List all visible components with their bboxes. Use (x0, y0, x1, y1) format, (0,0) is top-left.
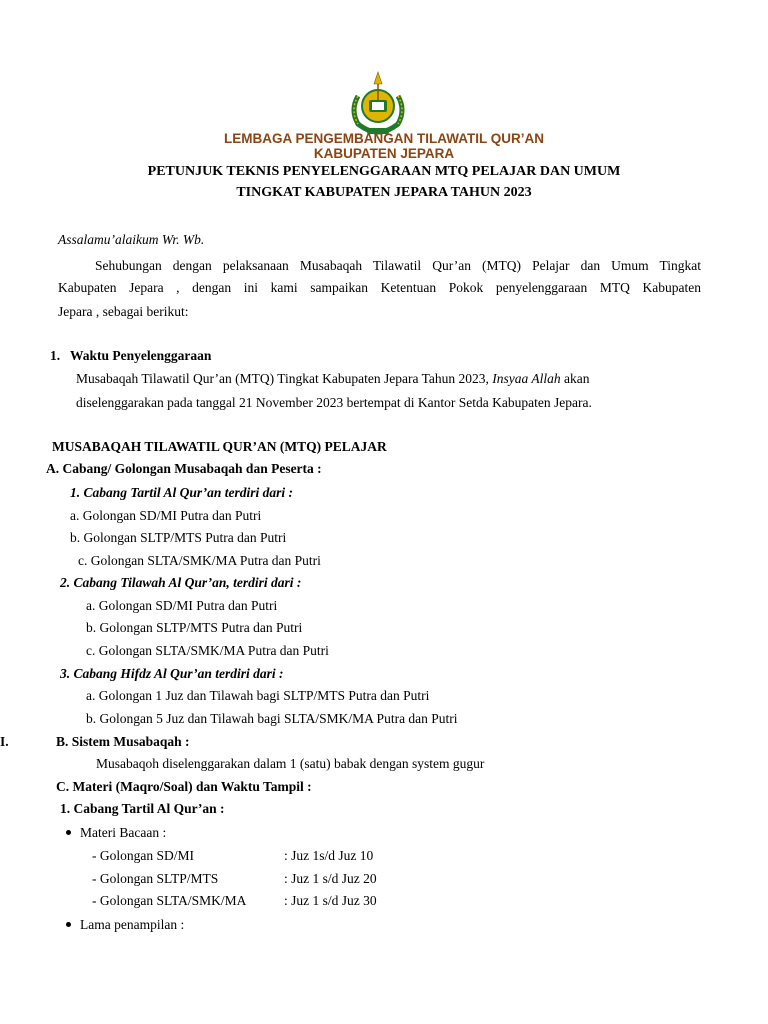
bullet-lama-penampilan (66, 917, 184, 933)
section1-text-line1-post: akan (564, 371, 590, 386)
list-item: c. Golongan SLTA/SMK/MA Putra dan Putri (78, 553, 321, 568)
bullet-icon (66, 922, 71, 927)
bullet-label: Lama penampilan : (80, 917, 185, 932)
tartil-materi-heading: 1. Cabang Tartil Al Qur’an : (60, 801, 225, 816)
intro-line3: Jepara , sebagai berikut: (58, 304, 189, 319)
materi-juz: : Juz 1s/d Juz 10 (284, 848, 374, 863)
kabupaten-jepara-emblem-icon (344, 66, 412, 136)
tilawah-heading: 2. Cabang Tilawah Al Qur’an, terdiri dari : (60, 575, 302, 590)
org-name-line2: KABUPATEN JEPARA (313, 146, 455, 161)
bullet-label: Materi Bacaan : (80, 825, 167, 840)
section1-text-line1-pre: Musabaqah Tilawatil Qur’an (MTQ) Tingkat Kabupaten Jepara Tahun 2023, (76, 371, 489, 386)
list-item: b. Golongan 5 Juz dan Tilawah bagi SLTA/SMK/MA Putra dan Putri (86, 711, 458, 726)
section-b-text: Musabaqoh diselenggarakan dalam 1 (satu) babak dengan system gugur (96, 756, 485, 771)
list-item: a. Golongan SD/MI Putra dan Putri (86, 598, 278, 613)
list-item: a. Golongan SD/MI Putra dan Putri (70, 508, 262, 523)
document-title-line2: TINGKAT KABUPATEN JEPARA TAHUN 2023 (236, 185, 532, 200)
list-item: c. Golongan SLTA/SMK/MA Putra dan Putri (86, 643, 329, 658)
org-name-line1: LEMBAGA PENGEMBANGAN TILAWATIL QUR’AN (224, 131, 544, 146)
section-b-margin-mark: I. (0, 734, 9, 749)
section1-heading: Waktu Penyelenggaraan (70, 348, 212, 363)
materi-juz: : Juz 1 s/d Juz 30 (284, 893, 377, 908)
materi-golongan: - Golongan SLTP/MTS (92, 871, 219, 886)
materi-juz: : Juz 1 s/d Juz 20 (284, 871, 377, 886)
section1-text-line2: diselenggarakan pada tanggal 21 November 2023 bertempat di Kantor Setda Kabupaten Jepara. (76, 395, 592, 410)
section-b-heading: B. Sistem Musabaqah : (56, 734, 190, 749)
greeting: Assalamu’alaikum Wr. Wb. (58, 232, 205, 247)
document-title-line1: PETUNJUK TEKNIS PENYELENGGARAAN MTQ PELAJAR DAN UMUM (147, 164, 621, 179)
bullet-icon (66, 830, 71, 835)
bullet-materi-bacaan (66, 825, 166, 841)
mtq-pelajar-heading: MUSABAQAH TILAWATIL QUR’AN (MTQ) PELAJAR (52, 439, 387, 454)
section1-number: 1. (50, 348, 61, 363)
section1-text-line1 (76, 371, 589, 387)
list-item: b. Golongan SLTP/MTS Putra dan Putri (86, 620, 303, 635)
list-item: a. Golongan 1 Juz dan Tilawah bagi SLTP/MTS Putra dan Putri (86, 688, 430, 703)
intro-line1: Sehubungan dengan pelaksanaan Musabaqah Tilawatil Qur’an (MTQ) Pelajar dan Umum Tingkat (95, 258, 701, 273)
hifdz-heading: 3. Cabang Hifdz Al Qur’an terdiri dari : (60, 666, 284, 681)
section-a-heading: A. Cabang/ Golongan Musabaqah dan Peserta : (46, 461, 322, 476)
materi-golongan: - Golongan SD/MI (92, 848, 194, 863)
materi-golongan: - Golongan SLTA/SMK/MA (92, 893, 247, 908)
list-item: b. Golongan SLTP/MTS Putra dan Putri (70, 530, 287, 545)
intro-line2: Kabupaten Jepara , dengan ini kami sampaikan Ketentuan Pokok penyelenggaraan MTQ Kabupaten (58, 280, 701, 295)
tartil-heading: 1. Cabang Tartil Al Qur’an terdiri dari : (70, 485, 294, 500)
section-c-heading: C. Materi (Maqro/Soal) dan Waktu Tampil : (56, 779, 312, 794)
section1-text-line1-italic: Insyaa Allah (492, 371, 561, 386)
